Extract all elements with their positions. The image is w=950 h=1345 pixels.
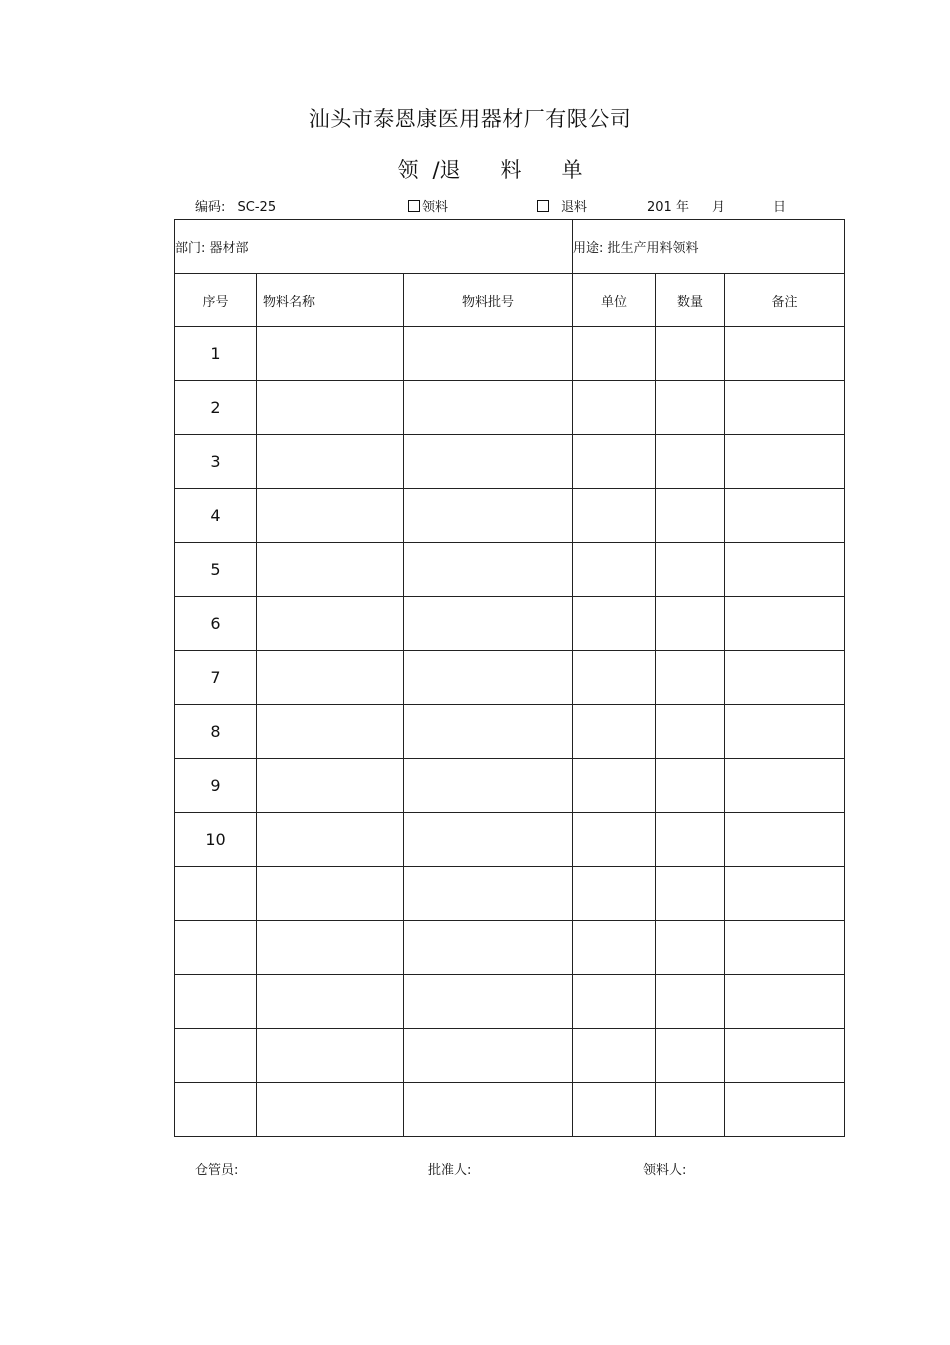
quantity-cell[interactable] — [656, 867, 725, 921]
material-name-cell[interactable] — [257, 327, 404, 381]
batch-no-cell[interactable] — [404, 921, 573, 975]
table-row — [175, 705, 845, 759]
remarks-cell[interactable] — [725, 921, 845, 975]
seq-cell — [175, 975, 257, 1029]
remarks-cell[interactable] — [725, 1083, 845, 1137]
seq-cell — [175, 1083, 257, 1137]
material-name-cell[interactable] — [257, 651, 404, 705]
quantity-cell[interactable] — [656, 921, 725, 975]
issue-checkbox[interactable] — [408, 200, 420, 212]
remarks-cell[interactable] — [725, 489, 845, 543]
remarks-cell[interactable] — [725, 327, 845, 381]
table-row — [175, 381, 845, 435]
date-year: 201 年 — [647, 200, 689, 215]
title-part-3: 料 — [500, 158, 522, 182]
table-row — [175, 651, 845, 705]
unit-cell[interactable] — [573, 1083, 656, 1137]
unit-cell[interactable] — [573, 759, 656, 813]
quantity-cell[interactable] — [656, 435, 725, 489]
material-name-cell[interactable] — [257, 759, 404, 813]
quantity-cell[interactable] — [656, 327, 725, 381]
quantity-cell[interactable] — [656, 975, 725, 1029]
table-row — [175, 867, 845, 921]
quantity-cell[interactable] — [656, 1083, 725, 1137]
remarks-cell[interactable] — [725, 597, 845, 651]
remarks-cell[interactable] — [725, 381, 845, 435]
material-name-cell[interactable] — [257, 867, 404, 921]
batch-no-cell[interactable] — [404, 1083, 573, 1137]
material-name-cell[interactable] — [257, 381, 404, 435]
table-row — [175, 813, 845, 867]
info-row — [175, 220, 845, 274]
seq-cell: 1 — [175, 327, 257, 381]
company-name: 汕头市泰恩康医用器材厂有限公司 — [308, 107, 632, 131]
date-month: 月 — [712, 200, 726, 215]
unit-cell[interactable] — [573, 489, 656, 543]
issue-option-label: 领料 — [422, 200, 449, 215]
batch-no-cell[interactable] — [404, 759, 573, 813]
quantity-cell[interactable] — [656, 705, 725, 759]
material-name-cell[interactable] — [257, 975, 404, 1029]
table-row — [175, 489, 845, 543]
quantity-cell[interactable] — [656, 381, 725, 435]
approver-signature: 批准人: — [428, 1163, 472, 1178]
col-header-quantity: 数量 — [656, 274, 725, 327]
table-row — [175, 597, 845, 651]
col-header-remarks: 备注 — [725, 274, 845, 327]
material-name-cell[interactable] — [257, 597, 404, 651]
title-part-1: 领 — [397, 158, 419, 182]
seq-cell: 3 — [175, 435, 257, 489]
quantity-cell[interactable] — [656, 759, 725, 813]
seq-cell: 6 — [175, 597, 257, 651]
seq-cell: 4 — [175, 489, 257, 543]
code-field — [195, 196, 276, 215]
keeper-signature: 仓管员: — [195, 1163, 239, 1178]
table-row — [175, 1029, 845, 1083]
remarks-cell[interactable] — [725, 543, 845, 597]
unit-cell[interactable] — [573, 921, 656, 975]
date-day: 日 — [773, 200, 787, 215]
return-option-label: 退料 — [561, 200, 588, 215]
batch-no-cell[interactable] — [404, 435, 573, 489]
department-cell: 部门: 器材部 — [175, 220, 573, 274]
table-row — [175, 975, 845, 1029]
remarks-cell[interactable] — [725, 651, 845, 705]
remarks-cell[interactable] — [725, 435, 845, 489]
seq-cell: 7 — [175, 651, 257, 705]
quantity-cell[interactable] — [656, 543, 725, 597]
return-checkbox[interactable] — [537, 200, 549, 212]
title-part-4: 单 — [561, 158, 583, 182]
quantity-cell[interactable] — [656, 597, 725, 651]
unit-cell[interactable] — [573, 1029, 656, 1083]
col-header-batch-no: 物料批号 — [404, 274, 573, 327]
batch-no-cell[interactable] — [404, 867, 573, 921]
title-part-2: /退 — [432, 158, 461, 182]
remarks-cell[interactable] — [725, 867, 845, 921]
quantity-cell[interactable] — [656, 1029, 725, 1083]
table-row — [175, 1083, 845, 1137]
remarks-cell[interactable] — [725, 813, 845, 867]
code-label: 编码: — [195, 200, 226, 215]
seq-cell: 8 — [175, 705, 257, 759]
unit-cell[interactable] — [573, 327, 656, 381]
col-header-material-name: 物料名称 — [257, 274, 404, 327]
header-row — [175, 274, 845, 327]
batch-no-cell[interactable] — [404, 543, 573, 597]
unit-cell[interactable] — [573, 705, 656, 759]
table-row — [175, 543, 845, 597]
seq-cell: 10 — [175, 813, 257, 867]
return-option[interactable] — [537, 196, 587, 215]
batch-no-cell[interactable] — [404, 489, 573, 543]
batch-no-cell[interactable] — [404, 327, 573, 381]
col-header-unit: 单位 — [573, 274, 656, 327]
unit-cell[interactable] — [573, 543, 656, 597]
batch-no-cell[interactable] — [404, 705, 573, 759]
purpose-cell: 用途: 批生产用料领料 — [573, 220, 845, 274]
seq-cell: 2 — [175, 381, 257, 435]
remarks-cell[interactable] — [725, 705, 845, 759]
quantity-cell[interactable] — [656, 813, 725, 867]
table-row — [175, 327, 845, 381]
material-name-cell[interactable] — [257, 1029, 404, 1083]
unit-cell[interactable] — [573, 597, 656, 651]
unit-cell[interactable] — [573, 651, 656, 705]
table-row — [175, 921, 845, 975]
material-form-table — [174, 219, 845, 1137]
batch-no-cell[interactable] — [404, 813, 573, 867]
batch-no-cell[interactable] — [404, 651, 573, 705]
col-header-seq: 序号 — [175, 274, 257, 327]
seq-cell — [175, 867, 257, 921]
material-name-cell[interactable] — [257, 705, 404, 759]
unit-cell[interactable] — [573, 867, 656, 921]
document-title — [0, 154, 950, 184]
quantity-cell[interactable] — [656, 489, 725, 543]
material-name-cell[interactable] — [257, 921, 404, 975]
material-name-cell[interactable] — [257, 813, 404, 867]
code-value: SC-25 — [237, 200, 277, 215]
material-name-cell[interactable] — [257, 435, 404, 489]
material-name-cell[interactable] — [257, 489, 404, 543]
unit-cell[interactable] — [573, 435, 656, 489]
table-row — [175, 759, 845, 813]
receiver-signature: 领料人: — [643, 1163, 687, 1178]
table-row — [175, 435, 845, 489]
remarks-cell[interactable] — [725, 975, 845, 1029]
unit-cell[interactable] — [573, 381, 656, 435]
unit-cell[interactable] — [573, 813, 656, 867]
seq-cell — [175, 1029, 257, 1083]
batch-no-cell[interactable] — [404, 381, 573, 435]
seq-cell: 5 — [175, 543, 257, 597]
quantity-cell[interactable] — [656, 651, 725, 705]
batch-no-cell[interactable] — [404, 975, 573, 1029]
batch-no-cell[interactable] — [404, 1029, 573, 1083]
material-name-cell[interactable] — [257, 1083, 404, 1137]
material-name-cell[interactable] — [257, 543, 404, 597]
batch-no-cell[interactable] — [404, 597, 573, 651]
remarks-cell[interactable] — [725, 759, 845, 813]
issue-option[interactable] — [408, 196, 448, 215]
unit-cell[interactable] — [573, 975, 656, 1029]
remarks-cell[interactable] — [725, 1029, 845, 1083]
seq-cell — [175, 921, 257, 975]
seq-cell: 9 — [175, 759, 257, 813]
